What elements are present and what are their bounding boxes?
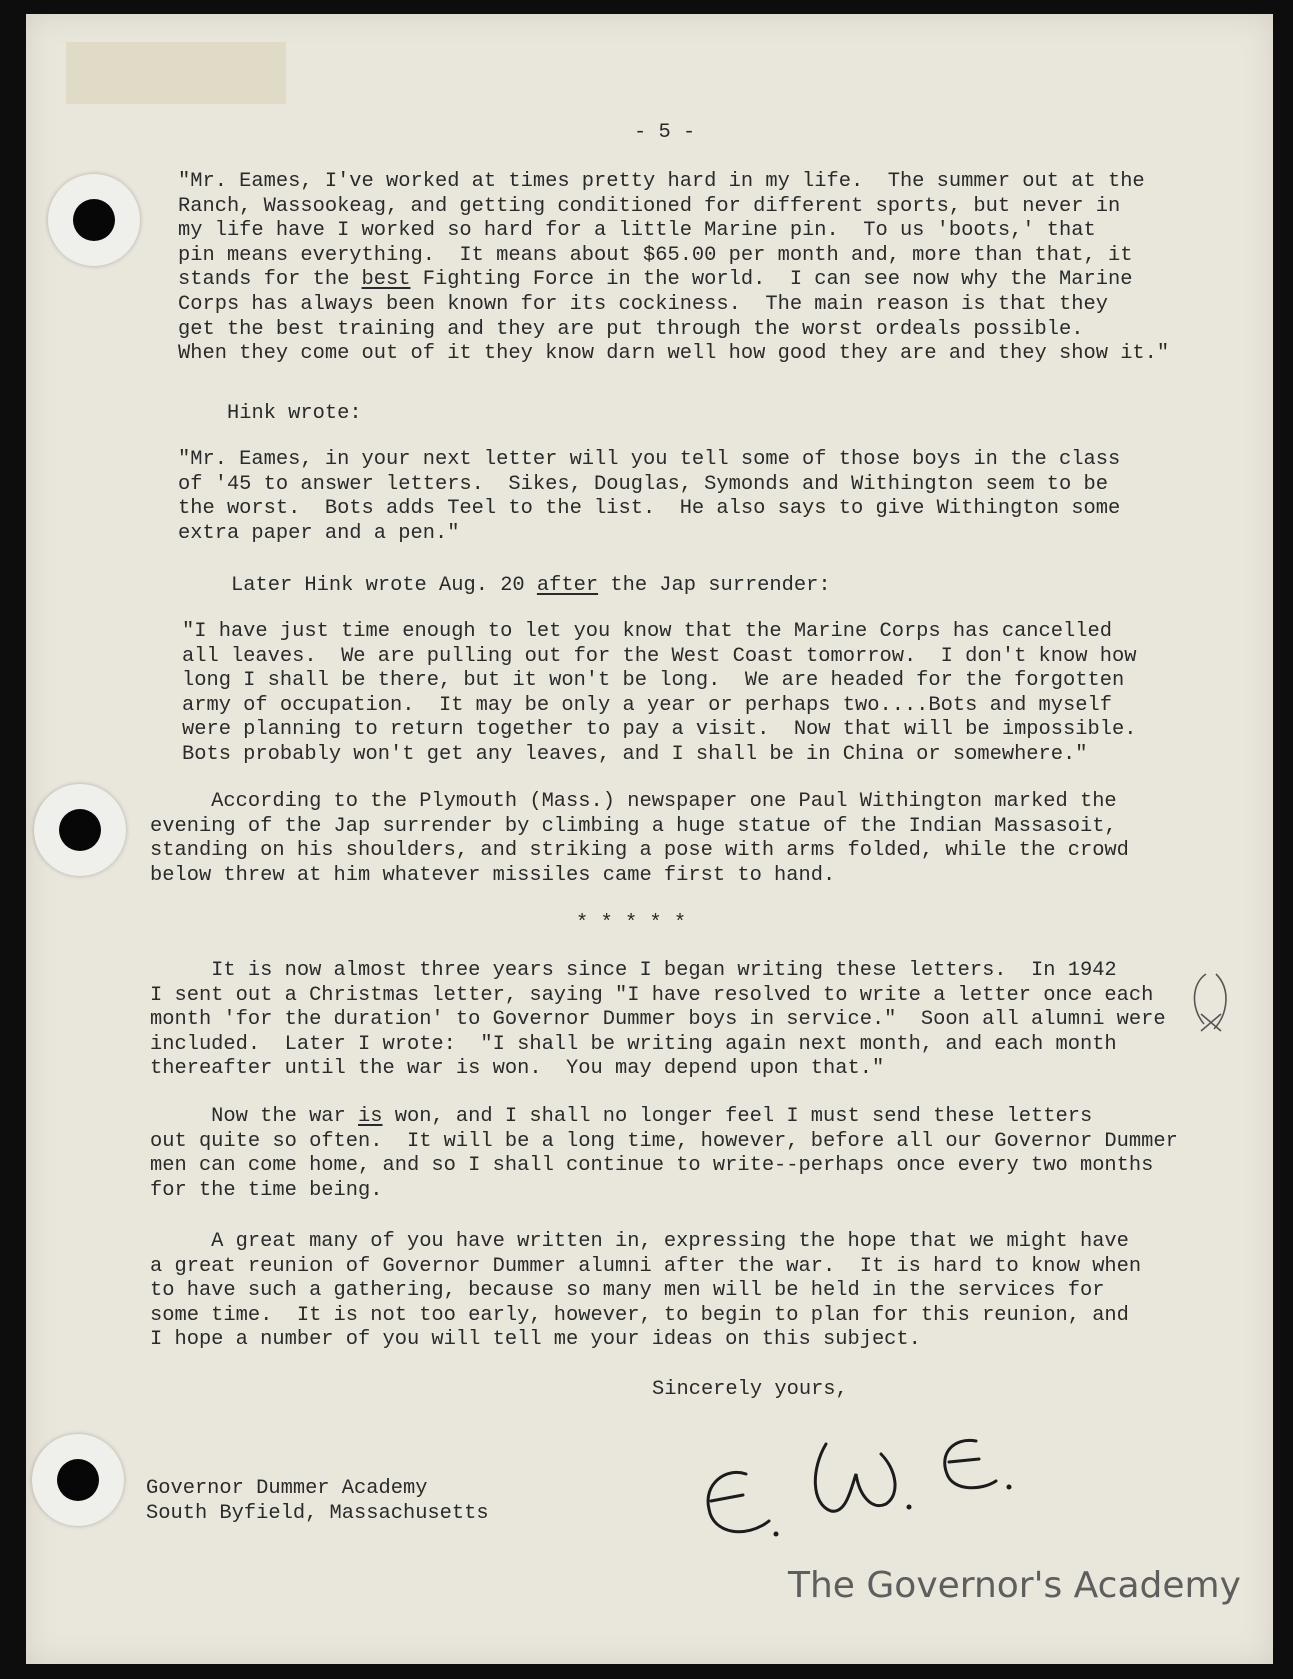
section-separator: * * * * * [576, 912, 687, 935]
later-line-pre: Later Hink wrote Aug. 20 [231, 574, 537, 597]
letters-history-paragraph: It is now almost three years since I began writing these letters. In 1942 I sent out a Christmas letter, saying "I have resolved to write a letter once each month 'for the duration' to Governor Dummer boys in service." Soon all alumni were included. Later I wrote: "I shall be writing again next month, and each month thereafter until the war is won. You may depend upon that." [150, 959, 1166, 1081]
quote-1-opening-lines: "Mr. Eames, I've worked at times pretty hard in my life. The summer out at the Ranch, Wassookeag, and getting conditioned for different sports, but never in my life have I worked so hard for a little Marine pin. To us 'boots,' that pin means everything. It means about $65.00 per month and, more than that, it [178, 170, 1145, 267]
quote-paragraph-2: "Mr. Eames, in your next letter will you tell some of those boys in the class of '45 to answer letters. Sikes, Douglas, Symonds and Withington seem to be the worst. Bots adds Teel to the list. He also says to give Withington some extra paper and a pen." [178, 448, 1121, 545]
war-won-post: won, and I shall no longer feel I must send these letters [382, 1105, 1093, 1128]
handwritten-signature [691, 1429, 1051, 1549]
academy-watermark: The Governor's Academy [788, 1565, 1241, 1606]
letter-page [26, 14, 1273, 1664]
hink-wrote-label: Hink wrote: [227, 402, 362, 425]
underlined-after: after [536, 574, 599, 597]
later-hink-line [231, 574, 831, 599]
reunion-paragraph: A great many of you have written in, expressing the hope that we might have a great reunion of Governor Dummer alumni after the war. It is hard to know when to have such a gathering, because so many men will be held in the services for some time. It is not too early, however, to begin to plan for this reunion, and I hope a number of you will tell me your ideas on this subject. [150, 1230, 1142, 1352]
closing-salutation: Sincerely yours, [652, 1378, 848, 1401]
quote-1-line-post: Fighting Force in the world. I can see now why the Marine [410, 268, 1133, 292]
withington-paragraph: According to the Plymouth (Mass.) newspaper one Paul Withington marked the evening of the Jap surrender by climbing a huge statue of the Indian Massasoit, standing on his shoulders, and striking a pose with arms folded, while the crowd below threw at him whatever missiles came first to hand. [150, 790, 1129, 887]
war-won-pre: Now the war [150, 1105, 359, 1128]
margin-pencil-mark [1186, 969, 1236, 1044]
quote-paragraph-3: "I have just time enough to let you know that the Marine Corps has cancelled all leaves. We are pulling out for the West Coast tomorrow. I don't know how long I shall be there, but it won't be long. We are headed for the forgotten army of occupation. It may be only a year or perhaps two....Bots and myself were planning to return together to pay a visit. Now that will be impossible. Bots probably won't get any leaves, and I shall be in China or somewhere." [182, 620, 1137, 766]
war-won-rest: out quite so often. It will be a long time, however, before all our Governor Dummer men can come home, and so I shall continue to write--perhaps once every two months for the time being. [150, 1129, 1178, 1202]
war-won-paragraph [150, 1105, 1178, 1203]
punch-hole-middle [34, 784, 126, 876]
quote-1-line-pre: stands for the [178, 268, 362, 292]
quote-1-closing-lines: Corps has always been known for its cockiness. The main reason is that they get the best training and they are put through the worst ordeals possible. When they come out of it they know darn well how good they are and they show it." [178, 292, 1170, 366]
quote-paragraph-1 [178, 170, 1169, 367]
sender-address: Governor Dummer Academy South Byfield, Massachusetts [146, 1477, 489, 1525]
later-line-post: the Jap surrender: [598, 574, 831, 597]
underlined-is: is [358, 1105, 383, 1128]
page-number: - 5 - [634, 121, 696, 144]
punch-hole-top [48, 174, 140, 266]
underlined-best: best [361, 268, 411, 292]
paper-stain [66, 42, 286, 104]
punch-hole-bottom [32, 1434, 124, 1526]
